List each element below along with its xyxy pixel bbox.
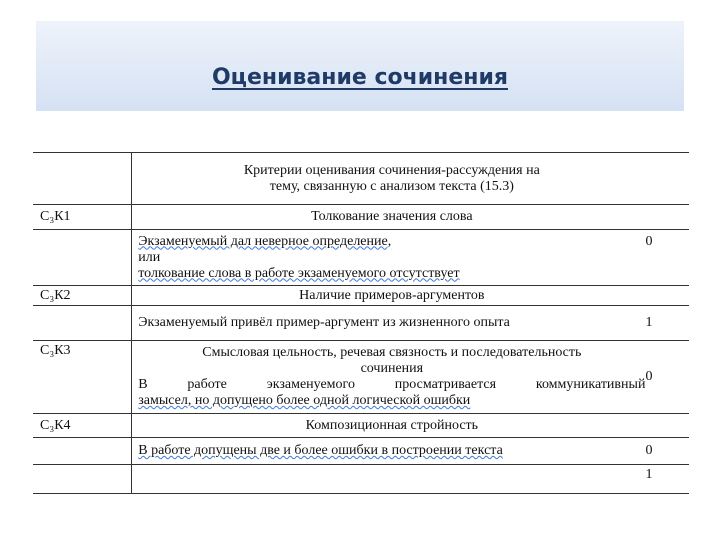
- header-line-2: тему, связанную с анализом текста (15.3): [269, 178, 514, 194]
- table-row: [33, 306, 689, 341]
- criterion-code: [33, 306, 132, 341]
- score-value: 0: [645, 438, 689, 465]
- criterion-description: [132, 465, 646, 494]
- score-value: 1: [645, 306, 689, 341]
- criterion-description: [132, 438, 646, 465]
- slide-title-text: Оценивание сочинения: [211, 65, 509, 90]
- criterion-code: [33, 438, 132, 465]
- slide-title: [36, 67, 684, 89]
- criterion-heading: Композиционная стройность: [132, 414, 646, 438]
- criterion-code: С₃К3: [33, 341, 132, 414]
- table-row: [33, 341, 689, 414]
- criterion-heading-line-2: сочинения: [360, 361, 424, 376]
- criterion-heading: Толкование значения слова: [132, 205, 646, 230]
- score-cell: [645, 205, 689, 230]
- score-cell: [645, 286, 689, 306]
- score-cell: [645, 414, 689, 438]
- criterion-heading-line-1: Смысловая цельность, речевая связность и последовательность: [202, 345, 582, 360]
- criterion-code: С₃К4: [33, 414, 132, 438]
- header-score-cell: [645, 153, 689, 205]
- table-row: [33, 438, 689, 465]
- description-line-1: В работе экзаменуемого просматривается коммуникативный: [138, 377, 646, 392]
- table-row: [33, 414, 689, 438]
- criterion-heading: Наличие примеров-аргументов: [132, 286, 646, 306]
- description-line-2: замысел, но допущено более одной логической ошибки: [138, 393, 471, 408]
- description-line-1: Экзаменуемый дал неверное определение,: [138, 233, 392, 249]
- description-line-1: Экзаменуемый привёл пример-аргумент из жизненного опыта: [138, 315, 510, 330]
- description-line-2: или: [138, 249, 161, 265]
- score-value: 0: [645, 341, 689, 414]
- criterion-code: [33, 230, 132, 286]
- criterion-description: [132, 230, 646, 286]
- header-line-1: Критерии оценивания сочинения-рассуждения на: [243, 162, 540, 178]
- score-value: 1: [645, 465, 689, 494]
- table-header-row: [33, 153, 689, 205]
- criterion-description: [132, 306, 646, 341]
- criterion-code: С₃К2: [33, 286, 132, 306]
- table-row: [33, 230, 689, 286]
- criteria-table: [33, 152, 689, 494]
- score-value: 0: [645, 230, 689, 286]
- criterion-description: [132, 341, 646, 414]
- table-row: [33, 205, 689, 230]
- header-code-cell: [33, 153, 132, 205]
- table-row: [33, 286, 689, 306]
- description-line-1: В работе допущены две и более ошибки в построении текста: [138, 443, 503, 458]
- criterion-code: С₃К1: [33, 205, 132, 230]
- criterion-code: [33, 465, 132, 494]
- description-line-3: толкование слова в работе экзаменуемого отсутствует: [138, 265, 460, 281]
- slide-header: [36, 21, 684, 111]
- table-row: [33, 465, 689, 494]
- header-cell: [132, 153, 646, 205]
